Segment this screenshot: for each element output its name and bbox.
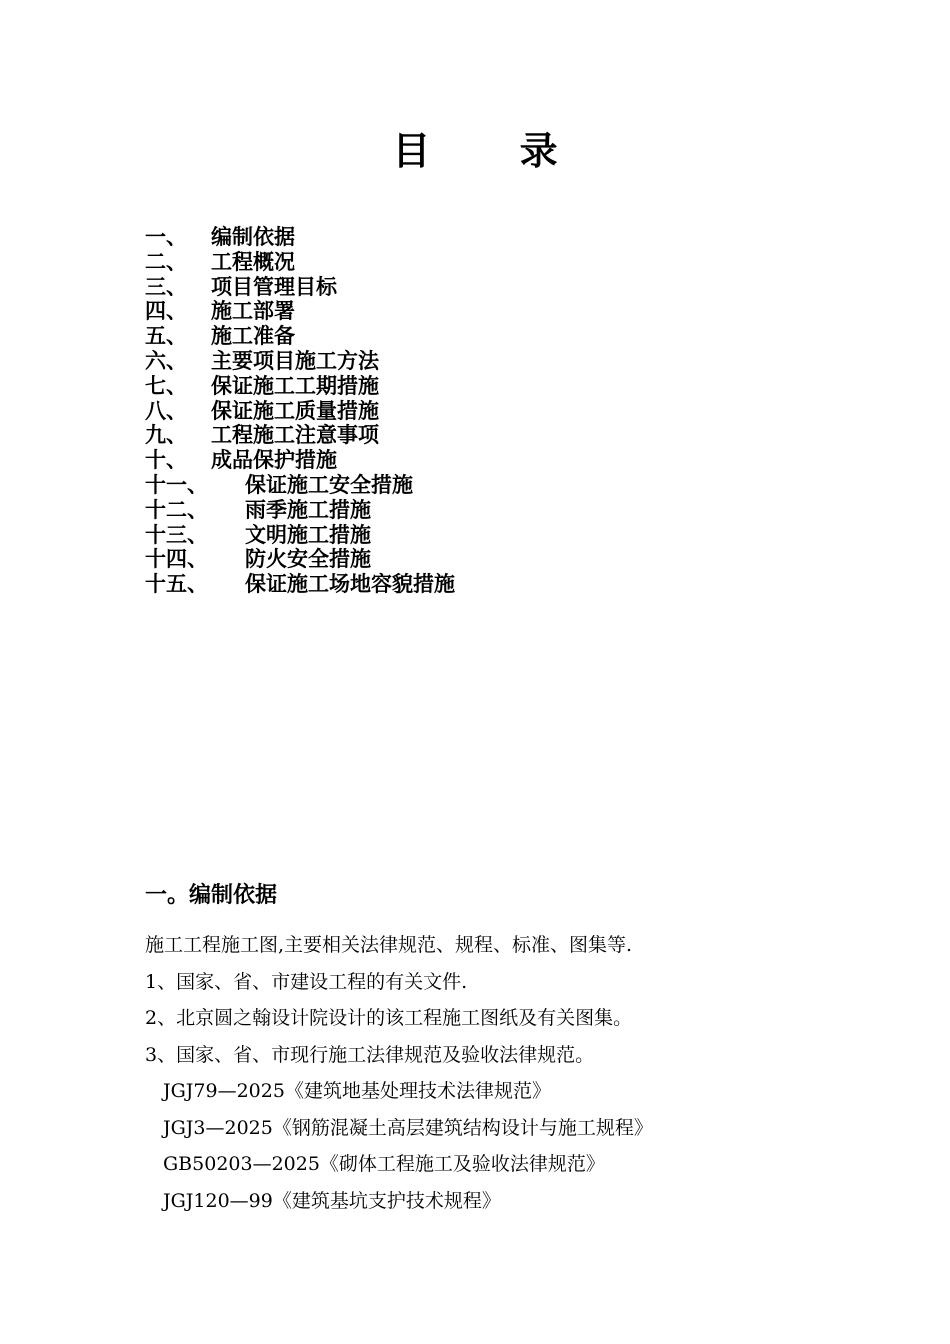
toc-item	[145, 423, 455, 448]
toc-label: 雨季施工措施	[245, 497, 371, 522]
page-title: 目 录	[392, 129, 596, 173]
toc-label: 成品保护措施	[211, 448, 337, 473]
toc-number: 十五、	[145, 572, 208, 597]
paragraph: 1、国家、省、市建设工程的有关文件.	[145, 970, 468, 993]
toc-item	[145, 547, 455, 572]
toc-label: 主要项目施工方法	[211, 348, 379, 373]
section-body	[145, 930, 653, 1222]
paragraph: 施工工程施工图,主要相关法律规范、规程、标准、图集等.	[145, 934, 633, 956]
toc-item	[145, 349, 455, 374]
standard-reference: JGJ120—99《建筑基坑支护技术规程》	[163, 1189, 501, 1212]
toc-item	[145, 324, 455, 349]
toc-label: 施工部署	[211, 299, 295, 324]
section-heading: 一。编制依据	[145, 883, 278, 908]
toc-number: 十一、	[145, 472, 208, 497]
toc-number: 三、	[145, 274, 187, 299]
toc-label: 保证施工安全措施	[245, 472, 413, 497]
toc-number: 一、	[145, 225, 187, 249]
toc-label: 工程概况	[211, 249, 295, 274]
toc-label: 文明施工措施	[245, 522, 371, 547]
toc-number: 九、	[145, 423, 187, 448]
toc-number: 六、	[145, 348, 187, 373]
toc-item	[145, 523, 455, 548]
table-of-contents	[145, 225, 455, 597]
toc-label: 保证施工工期措施	[211, 373, 379, 398]
paragraph: 3、国家、省、市现行施工法律规范及验收法律规范。	[145, 1043, 595, 1066]
toc-number: 十四、	[145, 547, 208, 572]
toc-item	[145, 572, 455, 597]
toc-label: 保证施工质量措施	[211, 398, 379, 423]
toc-label: 项目管理目标	[211, 274, 337, 299]
toc-number: 七、	[145, 373, 187, 398]
toc-label: 工程施工注意事项	[211, 423, 379, 448]
toc-number: 五、	[145, 324, 187, 349]
toc-item	[145, 275, 455, 300]
toc-item	[145, 299, 455, 324]
toc-item	[145, 225, 455, 250]
toc-label: 施工准备	[211, 324, 295, 349]
toc-label: 保证施工场地容貌措施	[245, 572, 455, 597]
toc-number: 八、	[145, 398, 187, 423]
standard-reference: GB50203—2025《砌体工程施工及验收法律规范》	[163, 1153, 605, 1175]
toc-item	[145, 498, 455, 523]
toc-item	[145, 448, 455, 473]
toc-number: 十三、	[145, 522, 208, 547]
toc-item	[145, 473, 455, 498]
paragraph: 2、北京圆之翰设计院设计的该工程施工图纸及有关图集。	[145, 1007, 633, 1029]
standard-reference: JGJ79—2025《建筑地基处理技术法律规范》	[163, 1080, 551, 1102]
toc-label: 编制依据	[211, 225, 295, 249]
toc-number: 二、	[145, 249, 187, 274]
toc-number: 十、	[145, 448, 187, 473]
toc-number: 十二、	[145, 497, 208, 522]
toc-item	[145, 250, 455, 275]
toc-item	[145, 374, 455, 399]
toc-item	[145, 399, 455, 424]
standard-reference: JGJ3—2025《钢筋混凝土高层建筑结构设计与施工规程》	[163, 1116, 653, 1139]
toc-number: 四、	[145, 299, 187, 324]
toc-label: 防火安全措施	[245, 547, 371, 572]
